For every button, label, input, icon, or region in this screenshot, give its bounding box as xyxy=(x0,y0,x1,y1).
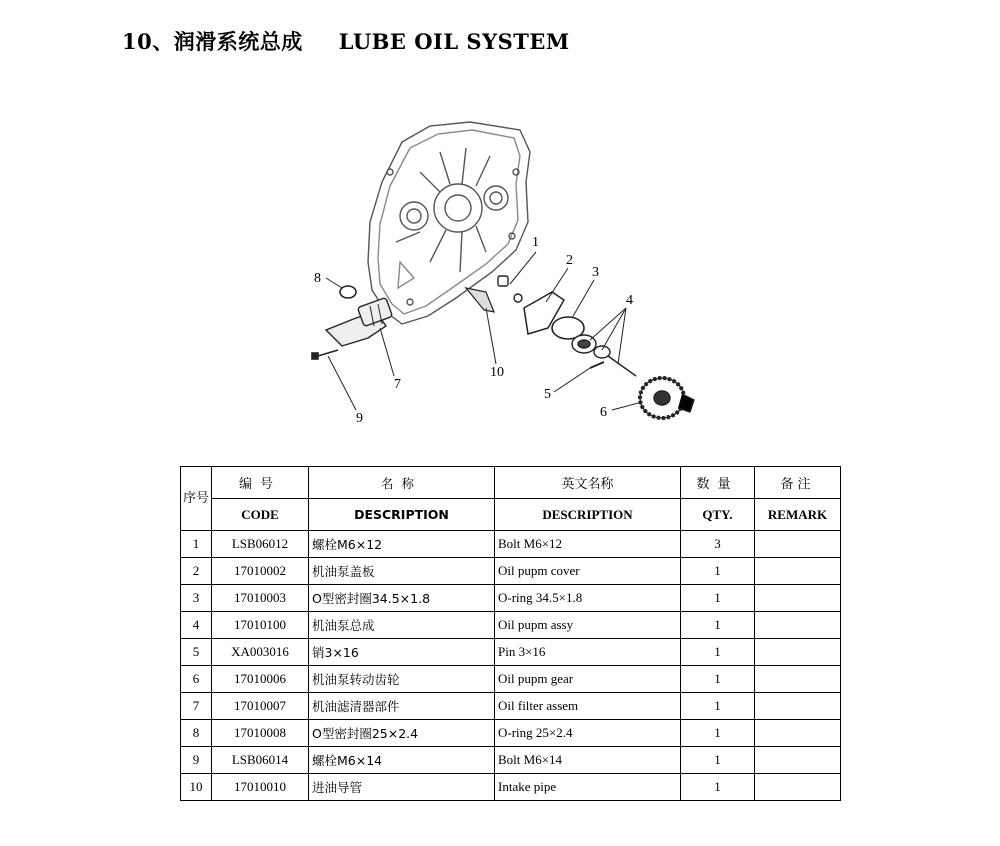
row-name-en: Oil pupm cover xyxy=(495,558,681,585)
row-name-en: Intake pipe xyxy=(495,774,681,801)
header-qty-cn: 数量 xyxy=(681,467,755,499)
callout-5: 5 xyxy=(544,387,551,402)
row-no: 5 xyxy=(181,639,212,666)
table-row xyxy=(181,774,841,801)
table-row xyxy=(181,531,841,558)
row-name-cn: O型密封圈34.5×1.8 xyxy=(309,585,495,612)
part-2-pump-cover xyxy=(524,292,564,334)
row-name-en: Bolt M6×12 xyxy=(495,531,681,558)
header-en-name-en: DESCRIPTION xyxy=(495,499,681,531)
row-no: 1 xyxy=(181,531,212,558)
callout-6: 6 xyxy=(600,405,607,420)
part-5-pin xyxy=(590,362,604,368)
header-code-cn: 编号 xyxy=(212,467,309,499)
row-name-en: O-ring 34.5×1.8 xyxy=(495,585,681,612)
row-code: 17010100 xyxy=(212,612,309,639)
row-qty: 1 xyxy=(681,612,755,639)
callout-8: 8 xyxy=(314,271,321,286)
row-qty: 1 xyxy=(681,585,755,612)
row-code: 17010010 xyxy=(212,774,309,801)
row-remark xyxy=(755,666,841,693)
part-9-bolt xyxy=(312,350,338,359)
row-remark xyxy=(755,747,841,774)
header-code-en: CODE xyxy=(212,499,309,531)
header-qty-en: QTY. xyxy=(681,499,755,531)
title-number: 10、 xyxy=(122,29,174,54)
row-remark xyxy=(755,639,841,666)
row-name-cn: O型密封圈25×2.4 xyxy=(309,720,495,747)
title-cn: 润滑系统总成 xyxy=(173,29,303,54)
table-row xyxy=(181,747,841,774)
row-code: LSB06014 xyxy=(212,747,309,774)
table-row xyxy=(181,612,841,639)
callout-7: 7 xyxy=(394,377,401,392)
row-code: 17010002 xyxy=(212,558,309,585)
row-name-en: O-ring 25×2.4 xyxy=(495,720,681,747)
row-remark xyxy=(755,774,841,801)
row-name-cn: 机油泵总成 xyxy=(309,612,495,639)
row-name-cn: 进油导管 xyxy=(309,774,495,801)
table-row xyxy=(181,639,841,666)
row-code: 17010008 xyxy=(212,720,309,747)
part-1-bolt xyxy=(498,276,522,302)
parts-table xyxy=(180,466,841,801)
row-qty: 1 xyxy=(681,693,755,720)
header-en-name-cn: 英文名称 xyxy=(495,467,681,499)
row-code: 17010006 xyxy=(212,666,309,693)
row-remark xyxy=(755,693,841,720)
row-remark xyxy=(755,531,841,558)
part-8-o-ring xyxy=(340,286,356,298)
row-no: 9 xyxy=(181,747,212,774)
row-remark xyxy=(755,612,841,639)
part-7-oil-filter xyxy=(326,297,393,346)
exploded-diagram xyxy=(290,112,730,432)
callout-4: 4 xyxy=(626,293,633,308)
callout-10: 10 xyxy=(490,365,504,380)
header-name-cn: 名称 xyxy=(309,467,495,499)
row-qty: 1 xyxy=(681,720,755,747)
callout-9: 9 xyxy=(356,411,363,426)
row-name-cn: 螺栓M6×14 xyxy=(309,747,495,774)
table-row xyxy=(181,666,841,693)
part-6-gear xyxy=(640,378,694,418)
row-remark xyxy=(755,558,841,585)
table-row xyxy=(181,558,841,585)
row-name-en: Oil pupm assy xyxy=(495,612,681,639)
row-no: 8 xyxy=(181,720,212,747)
part-4-pump-assy xyxy=(572,335,636,376)
row-name-en: Oil filter assem xyxy=(495,693,681,720)
row-name-en: Oil pupm gear xyxy=(495,666,681,693)
table-row xyxy=(181,585,841,612)
row-qty: 1 xyxy=(681,558,755,585)
table-row xyxy=(181,693,841,720)
row-qty: 1 xyxy=(681,639,755,666)
row-name-en: Bolt M6×14 xyxy=(495,747,681,774)
header-remark-cn: 备注 xyxy=(755,467,841,499)
row-code: XA003016 xyxy=(212,639,309,666)
row-name-cn: 机油泵盖板 xyxy=(309,558,495,585)
row-name-cn: 机油泵转动齿轮 xyxy=(309,666,495,693)
row-remark xyxy=(755,585,841,612)
row-qty: 1 xyxy=(681,666,755,693)
header-seq: 序号 xyxy=(181,467,212,531)
row-code: 17010007 xyxy=(212,693,309,720)
header-name-en: DESCRIPTION xyxy=(309,499,495,531)
row-name-cn: 销3×16 xyxy=(309,639,495,666)
row-name-cn: 螺栓M6×12 xyxy=(309,531,495,558)
row-name-cn: 机油滤清器部件 xyxy=(309,693,495,720)
gear-case-housing xyxy=(368,122,530,324)
row-no: 7 xyxy=(181,693,212,720)
row-qty: 1 xyxy=(681,747,755,774)
row-no: 4 xyxy=(181,612,212,639)
row-no: 3 xyxy=(181,585,212,612)
row-name-en: Pin 3×16 xyxy=(495,639,681,666)
callout-3: 3 xyxy=(592,265,599,280)
row-no: 10 xyxy=(181,774,212,801)
row-qty: 1 xyxy=(681,774,755,801)
part-10-intake-pipe xyxy=(466,288,494,312)
callout-1: 1 xyxy=(532,235,539,250)
title-en: LUBE OIL SYSTEM xyxy=(338,29,570,54)
header-remark-en: REMARK xyxy=(755,499,841,531)
table-row xyxy=(181,720,841,747)
row-remark xyxy=(755,720,841,747)
row-no: 6 xyxy=(181,666,212,693)
row-qty: 3 xyxy=(681,531,755,558)
row-code: LSB06012 xyxy=(212,531,309,558)
row-no: 2 xyxy=(181,558,212,585)
callout-2: 2 xyxy=(566,253,573,268)
row-code: 17010003 xyxy=(212,585,309,612)
page-title xyxy=(122,26,570,56)
